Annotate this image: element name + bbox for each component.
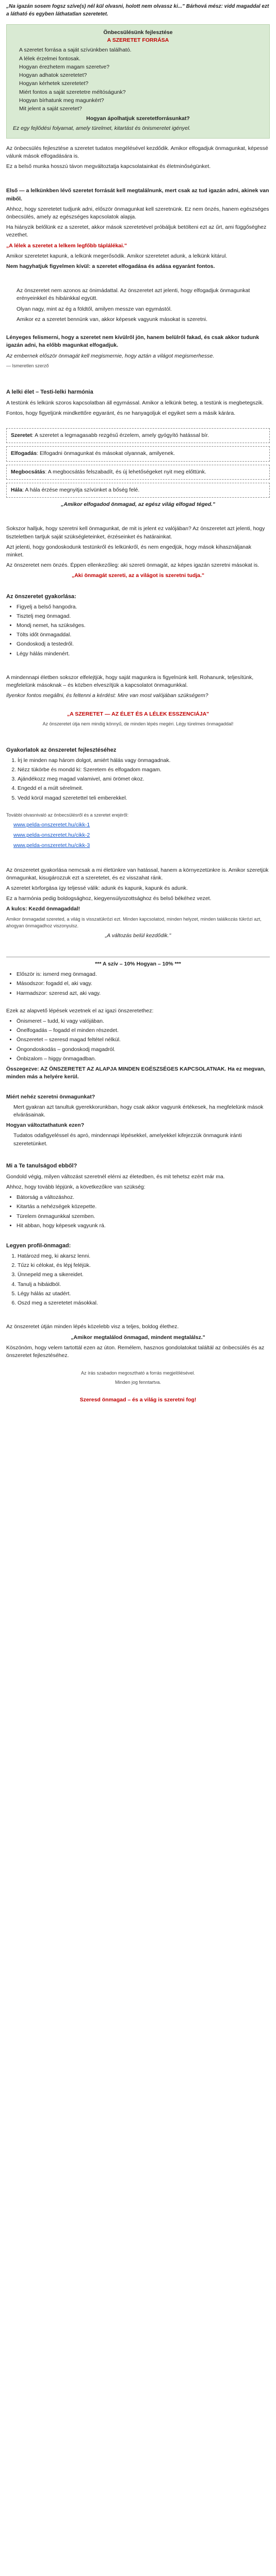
reference-link[interactable]: www.pelda-onszeretet.hu/cikk-3 — [13, 842, 90, 849]
summary-note: Ez egy fejlődési folyamat, amely türelmet, kitartást és önismeretet igényel. — [13, 125, 191, 132]
section2-intro: Lényeges felismerni, hogy a szeretet nem kívülről jön, hanem belülről fakad, és csak akkor tudunk igazán adni, ha előbb magunkat elfogadjuk. — [6, 334, 259, 349]
summary-item: Hogyan adhatok szeretetet? — [19, 72, 87, 79]
heart-item: • Harmadszor: szeresd azt, aki vagy. — [17, 990, 270, 997]
final-paragraph: Az önszeretet útján minden lépés közelebb visz a teljes, boldog élethez. — [6, 1324, 179, 1330]
body-paragraph: Az önszeretet gyakorlása nemcsak a mi életünkre van hatással, hanem a környezetünkre is. Amikor szeretjük önmagunkat, kisugározzuk ezt a szeretetet, és ez visszahat ránk. — [6, 867, 269, 881]
card-label: Szeretet — [11, 432, 32, 439]
footer-line: Minden jog fenntartva. — [115, 1380, 161, 1385]
links-note: További olvasnivaló az önbecsülésről és a szeretet erejéről: — [6, 812, 129, 818]
intro-paragraph: Ez a belső munka hosszú távon megváltoztatja kapcsolatainkat és életminőségünket. — [6, 163, 211, 170]
exercises-list — [18, 757, 270, 802]
highlight-quote: „Aki önmagát szereti, az a világot is szeretni tudja." — [71, 572, 205, 579]
points-title: Az önszeretet gyakorlása: — [6, 593, 76, 600]
qa-question: Hogyan változtathatunk ezen? — [6, 1122, 85, 1129]
summary-box — [6, 24, 270, 139]
profile-step: 5. Légy hálás az utadért. — [18, 1290, 270, 1298]
aspect-item: • Kitartás a nehézségek közepette. — [17, 1203, 270, 1211]
heart-list — [17, 971, 270, 997]
step-item: • Önszeretet – szeresd magad feltétel nélkül. — [17, 1036, 270, 1044]
summary-item: Miért fontos a saját szeretetre méltóságunk? — [19, 89, 126, 95]
footer-line: Az írás szabadon megosztható a forrás megjelölésével. — [80, 1370, 196, 1376]
card: Megbocsátás: A megbocsátás felszabadít, és új lehetőségeket nyit meg előttünk. — [6, 465, 270, 480]
top-quote: „Na igazán sosem fogsz szíve(s) nél kül olvasni, holott nem olvassz ki..." Bárhová mész: vidd magaddal ezt a látható és egyben láthatatlan szeretetet. — [6, 4, 269, 17]
why-text: Gondold végig, milyen változást szeretnél elérni az életedben, és mit tehetsz ezért már ma. — [6, 1173, 225, 1180]
mid-paragraph: Olyan nagy, mint az ég a földtől, amilyen messze van egymástól. — [17, 306, 172, 312]
card: Elfogadás: Elfogadni önmagunkat és másokat olyannak, amilyenek. — [6, 446, 270, 461]
summary-item: A szeretet forrása a saját szívünkben található. — [19, 47, 132, 54]
mid-paragraph: Amikor ez a szeretet bennünk van, akkor képesek vagyunk másokat is szeretni. — [17, 316, 208, 323]
body-paragraph: A szeretet körforgása így teljessé válik: adunk és kapunk, kapunk és adunk. — [6, 885, 188, 891]
section-paragraph: Ha hiányzik belőlünk ez a szeretet, akkor mások szeretetével próbáljuk betölteni ezt az űrt, ami függőséghez vezethet. — [6, 224, 267, 239]
aspects-intro: Ahhoz, hogy tovább lépjünk, a következőkre van szükség: — [6, 1184, 145, 1191]
card-label: Hála — [11, 486, 23, 493]
section2-quote: Az embernek először önmagát kell megismernie, hogy aztán a világot megismerhesse. — [6, 352, 215, 359]
section-paragraph: Amikor szeretetet kapunk, a lelkünk megerősödik. Amikor szeretetet adunk, a lelkünk kitárul. — [6, 252, 228, 259]
qa-question: Miért nehéz szeretni önmagunkat? — [6, 1093, 95, 1100]
card-text: A hála érzése megnyitja szívünket a bőség felé. — [25, 486, 140, 493]
points-item: • Gondoskodj a testedről. — [17, 640, 270, 648]
why-title: Mi a Te tanulságod ebből? — [6, 1162, 77, 1169]
profile-step: 3. Ünnepeld meg a sikereidet. — [18, 1271, 270, 1279]
exercise-item: 3. Ajándékozz meg magad valamivel, ami örömet okoz. — [18, 775, 270, 783]
summary-title: Önbecsülésünk fejlesztése — [103, 29, 173, 36]
aspect-item: • Hit abban, hogy képesek vagyunk rá. — [17, 1222, 270, 1230]
section-paragraph: Ahhoz, hogy szeretetet tudjunk adni, először önmagunkat kell szeretnünk. Ez nem önzés, hanem egészséges önbecsülés, amely az egészséges kapcsolatok alapja. — [6, 206, 269, 220]
steps-list — [17, 1018, 270, 1063]
qa-answer: Mert gyakran azt tanultuk gyerekkorunkban, hogy csak akkor vagyunk értékesek, ha megfelelünk mások elvárásainak. — [13, 1104, 264, 1118]
section-bold: Nem hagyhatjuk figyelmen kívül: a szeretet elfogadása és adása egyaránt fontos. — [6, 263, 215, 270]
final-quote: „Amikor megtalálod önmagad, mindent megtalálsz." — [71, 1334, 205, 1341]
intro-paragraph: Az önbecsülés fejlesztése a szeretet tudatos megélésével kezdődik. Amikor elfogadjuk önmagunkat, képessé válunk mások elfogadására is. — [6, 145, 268, 159]
quote-3: „A változás belül kezdődik." — [105, 932, 171, 939]
aspect-item: • Bátorság a változáshoz. — [17, 1194, 270, 1201]
profile-step: 1. Határozd meg, ki akarsz lenni. — [18, 1252, 270, 1260]
aspect-item: • Türelem önmagunkkal szemben. — [17, 1213, 270, 1221]
step-item: • Önbizalom – higgy önmagadban. — [17, 1055, 270, 1063]
aspects-list — [17, 1194, 270, 1230]
card-text: Elfogadni önmagunkat és másokat olyannak, amilyenek. — [40, 450, 175, 457]
reference-link[interactable]: www.pelda-onszeretet.hu/cikk-1 — [13, 821, 90, 828]
exercise-item: 4. Engedd el a múlt sérelmeit. — [18, 785, 270, 792]
bulk-paragraph: Azt jelenti, hogy gondoskodunk testünkről és lelkünkről, és nem engedjük, hogy mások kihasználjanak minket. — [6, 544, 252, 558]
life-paragraph: A testünk és lelkünk szoros kapcsolatban áll egymással. Amikor a lelkünk beteg, a testünk is megbetegszik. — [6, 399, 264, 406]
heart-item: • Először is: ismerd meg önmagad. — [17, 971, 270, 978]
qa-block — [6, 1093, 270, 1148]
points-item: • Figyelj a belső hangodra. — [17, 603, 270, 611]
list2-intro: Ezek az alapvető lépések vezetnek el az igazi önszeretethez: — [6, 1007, 154, 1014]
steps-title: Legyen profil-önmagad: — [6, 1243, 71, 1249]
final-cta: Szeresd önmagad – és a világ is szeretni fog! — [79, 1397, 197, 1403]
section-quote: „A lélek a szeretet a lelkem legfőbb táplálékai." — [6, 242, 127, 249]
alt-paragraph: Ilyenkor fontos megállni, és feltenni a kérdést: Mire van most valójában szükségem? — [6, 692, 208, 699]
card-label: Elfogadás — [11, 450, 37, 457]
points-item: • Tölts időt önmagaddal. — [17, 631, 270, 639]
points-item: • Tisztelj meg önmagad. — [17, 613, 270, 620]
summary-subtitle: A SZERETET FORRÁSA — [107, 37, 169, 44]
summary-item: Mit jelent a saját szeretet? — [19, 105, 82, 112]
small-paragraph: Amikor önmagadat szereted, a világ is visszatükrözi ezt. Minden kapcsolatod, minden helyzet, minden találkozás tükrözi azt, ahogyan önmagadhoz viszonyulsz. — [6, 916, 262, 928]
summary-paragraph: Összegezve: AZ ÖNSZERETET AZ ALAPJA MINDEN EGÉSZSÉGES KAPCSOLATNAK. Ha ez megvan, minden más a helyére kerül. — [6, 1066, 266, 1080]
exercises-title: Gyakorlatok az önszeretet fejlesztéséhez — [6, 747, 117, 753]
card: Hála: A hála érzése megnyitja szívünket a bőség felé. — [6, 483, 270, 498]
life-title: A lelki élet – Testi-lelki harmónia — [6, 388, 93, 395]
bulk-paragraph: Az önszeretet nem önzés. Éppen ellenkezőleg: aki szereti önmagát, az képes igazán szeretni másokat is. — [6, 562, 259, 569]
card-label: Megbocsátás — [11, 468, 45, 475]
card-text: A szeretet a legmagasabb rezgésű érzelem, amely gyógyító hatással bír. — [35, 432, 209, 439]
step-item: • Önelfogadás – fogadd el minden részedet. — [17, 1027, 270, 1035]
section2-attribution: — Ismeretlen szerző — [6, 363, 49, 368]
points-list — [17, 603, 270, 658]
final-note: Köszönöm, hogy velem tartottál ezen az úton. Remélem, hasznos gondolatokat találtál az önbecsülés és az önszeretet fejlesztéséhez. — [6, 1344, 265, 1359]
bulk-paragraph: Sokszor halljuk, hogy szeretni kell önmagunkat, de mit is jelent ez valójában? Az önszeretet azt jelenti, hogy tiszteletben tartjuk saját szükségleteinket, érzéseinket és határainkat. — [6, 526, 265, 540]
alt-paragraph: A mindennapi életben sokszor elfelejtjük, hogy saját magunkra is figyelnünk kell. Rohanunk, teljesítünk, megfelelünk másoknak – és közben elveszítjük a kapcsolatot önmagunkkal. — [6, 674, 254, 689]
summary-item: Hogyan érezhetem magam szeretve? — [19, 63, 110, 70]
exercise-item: 5. Vedd körül magad szeretettel teli emberekkel. — [18, 794, 270, 802]
points-item: • Légy hálás mindenért. — [17, 650, 270, 658]
step-item: • Öngondoskodás – gondoskodj magadról. — [17, 1046, 270, 1054]
bold-note: A kulcs: Kezdd önmagaddal! — [6, 906, 80, 912]
red-heading: „A SZERETET — AZ ÉLET ÉS A LÉLEK ESSZENCIÁJA" — [67, 710, 209, 717]
summary-item: A lélek érzelmei fontosak. — [19, 55, 81, 62]
profile-steps-list — [18, 1252, 270, 1307]
exercise-item: 2. Nézz tükörbe és mondd ki: Szeretem és elfogadom magam. — [18, 766, 270, 774]
step-item: • Önismeret – tudd, ki vagy valójában. — [17, 1018, 270, 1025]
profile-step: 4. Tanulj a hibáidból. — [18, 1281, 270, 1289]
card-text: A megbocsátás felszabadít, és új lehetőségeket nyit meg előttünk. — [47, 468, 206, 475]
summary-item: Hogyan bírhatunk meg magunkért? — [19, 97, 104, 104]
reference-link[interactable]: www.pelda-onszeretet.hu/cikk-2 — [13, 832, 90, 839]
points-item: • Mondj nemet, ha szükséges. — [17, 622, 270, 630]
mid-paragraph: Az önszeretet nem azonos az önimádattal. Az önszeretet azt jelenti, hogy elfogadjuk önmagunkat erényeinkkel és hibáinkkal együtt. — [17, 287, 250, 302]
body-paragraph: Ez a harmónia pedig boldogsághoz, kiegyensúlyozottsághoz és belső békéhez vezet. — [6, 895, 212, 902]
profile-step: 6. Oszd meg a szeretetet másokkal. — [18, 1299, 270, 1307]
life-paragraph: Fontos, hogy figyeljünk mindkettőre egyaránt, és ne hanyagoljuk el egyiket sem a másik kárára. — [6, 410, 236, 416]
profile-step: 2. Tűzz ki célokat, és lépj feléjük. — [18, 1262, 270, 1269]
summary-list — [19, 46, 263, 113]
section-lead: Első — a lelkünkben lévő szeretet forrását kell megtalálnunk, mert csak az tud igazán adni, akinek van miből. — [6, 188, 269, 202]
summary-item: Hogyan kérhetek szeretetet? — [19, 80, 89, 87]
gray-note: Az önszeretet útja nem mindig könnyű, de minden lépés megéri. Légy türelmes önmagaddal! — [42, 721, 234, 726]
quote-2: „Amikor elfogadod önmagad, az egész világ elfogad téged." — [60, 501, 216, 508]
qa-answer: Tudatos odafigyeléssel és apró, mindennapi lépésekkel, amelyekkel kifejezzük önmagunk iránti szeretetünket. — [13, 1132, 242, 1147]
heart-item: • Másodszor: fogadd el, aki vagy. — [17, 980, 270, 988]
card: Szeretet: A szeretet a legmagasabb rezgésű érzelem, amely gyógyító hatással bír. — [6, 428, 270, 443]
summary-question: Hogyan ápolhatjuk szeretetforrásunkat? — [86, 115, 190, 122]
heart-title: *** A szív – 10% Hogyan – 10% *** — [95, 960, 181, 967]
exercise-item: 1. Írj le minden nap három dolgot, amiért hálás vagy önmagadnak. — [18, 757, 270, 765]
